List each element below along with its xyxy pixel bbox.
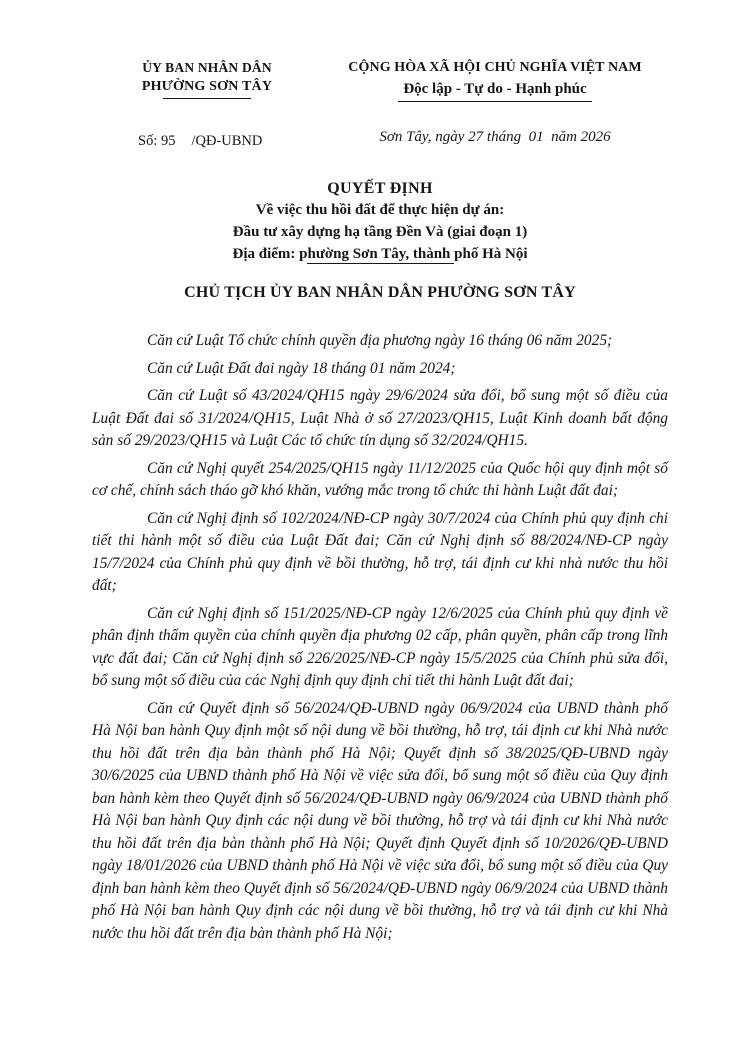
location-line [92,243,668,265]
subject-line-1: Về việc thu hồi đất để thực hiện dự án: [255,202,505,218]
country-name: CỘNG HÒA XÃ HỘI CHỦ NGHĨA VIỆT NAM [348,60,642,75]
body-paragraph: Căn cứ Nghị định số 102/2024/NĐ-CP ngày 30/7/2024 của Chính phủ quy định chi tiết thi hành một số điều của Luật Đất đai; Căn cứ Nghị định số 88/2024/NĐ-CP ngày 15/7/2024 của Chính phủ quy định về bồi thường, hỗ trợ, tái định cư khi nhà nước thu hồi đất; [92,509,668,594]
subject-line-2: Đầu tư xây dựng hạ tầng Đền Và (giai đoạn 1) [232,224,528,240]
issuer-block [92,58,322,151]
legal-basis-section [92,330,668,945]
document-number-suffix: /QĐ-UBND [191,133,263,149]
body-paragraph: Căn cứ Nghị định số 151/2025/NĐ-CP ngày 12/6/2025 của Chính phủ quy định về phân định thẩm quyền của chính quyền địa phương 02 cấp, phân quyền, phân cấp trong lĩnh vực đất đai; Căn cứ Nghị định số 226/2025/NĐ-CP ngày 15/5/2025 của Chính phủ sửa đổi, bổ sung một số điều của các Nghị định quy định chi tiết thi hành Luật đất đai; [92,604,668,689]
document-number-prefix: Số: 95 [138,133,176,149]
body-paragraph: Căn cứ Luật số 43/2024/QH15 ngày 29/6/2024 sửa đổi, bổ sung một số điều của Luật Đất đai số 31/2024/QH15, Luật Nhà ở số 27/2023/QH15, Luật Kinh doanh bất động sản số 29/2023/QH15 và Luật Các tổ chức tín dụng số 32/2024/QH15. [92,387,668,449]
issuer-underline [163,98,251,99]
body-paragraph: Căn cứ Quyết định số 56/2024/QĐ-UBND ngày 06/9/2024 của UBND thành phố Hà Nội ban hành Quy định một số nội dung về bồi thường, hỗ trợ, tái định cư khi Nhà nước thu hồi đất trên địa bàn thành phố Hà Nội; Quyết định số 38/2025/QĐ-UBND ngày 30/6/2025 của UBND thành phố Hà Nội về việc sửa đổi, bổ sung một số điều của Quy định ban hành kèm theo Quyết định số 56/2024/QĐ-UBND ngày 06/9/2024 của UBND thành phố Hà Nội ban hành Quy định các nội dung về bồi thường, hỗ trợ và tái định cư khi Nhà nước thu hồi đất trên địa bàn thành phố Hà Nội; Quyết định Quyết định số 10/2026/QĐ-UBND ngày 18/01/2026 của UBND thành phố Hà Nội về việc sửa đổi, bổ sung một số điều của Quy định ban hành kèm theo Quyết định số 56/2024/QĐ-UBND ngày 06/9/2024 của UBND thành phố Hà Nội ban hành Quy định các nội dung về bồi thường, hỗ trợ và tái định cư khi Nhà nước thu hồi đất trên địa bàn thành phố Hà Nội; [92,699,668,942]
issuer-org-unit: PHƯỜNG SƠN TÂY [141,79,273,94]
document-type-title: QUYẾT ĐỊNH [327,180,433,197]
national-header-block [322,58,668,147]
national-motto: Độc lập - Tự do - Hạnh phúc [398,80,591,102]
issuing-authority-title: CHỦ TỊCH ỦY BAN NHÂN DÂN PHƯỜNG SƠN TÂY [184,284,576,301]
location-prefix: Địa điểm: p [232,246,308,262]
document-number [92,132,322,151]
national-motto-wrap [322,80,668,102]
issuer-org-name: ỦY BAN NHÂN DÂN [142,60,272,75]
place-and-date: Sơn Tây, ngày 27 tháng 01 năm 2026 [379,129,611,145]
location-underlined-text: hường Sơn Tây, thành [307,246,455,262]
body-paragraph: Căn cứ Nghị quyết 254/2025/QH15 ngày 11/12/2025 của Quốc hội quy định một số cơ chế, chính sách tháo gỡ khó khăn, vướng mắc trong tổ chức thi hành Luật đất đai; [92,459,668,499]
body-paragraph: Căn cứ Luật Tổ chức chính quyền địa phương ngày 16 tháng 06 năm 2025; [147,332,613,349]
body-paragraph: Căn cứ Luật Đất đai ngày 18 tháng 01 năm 2024; [147,359,456,377]
location-suffix: phố Hà Nội [454,246,528,262]
title-block [92,178,668,304]
document-header [92,58,668,151]
